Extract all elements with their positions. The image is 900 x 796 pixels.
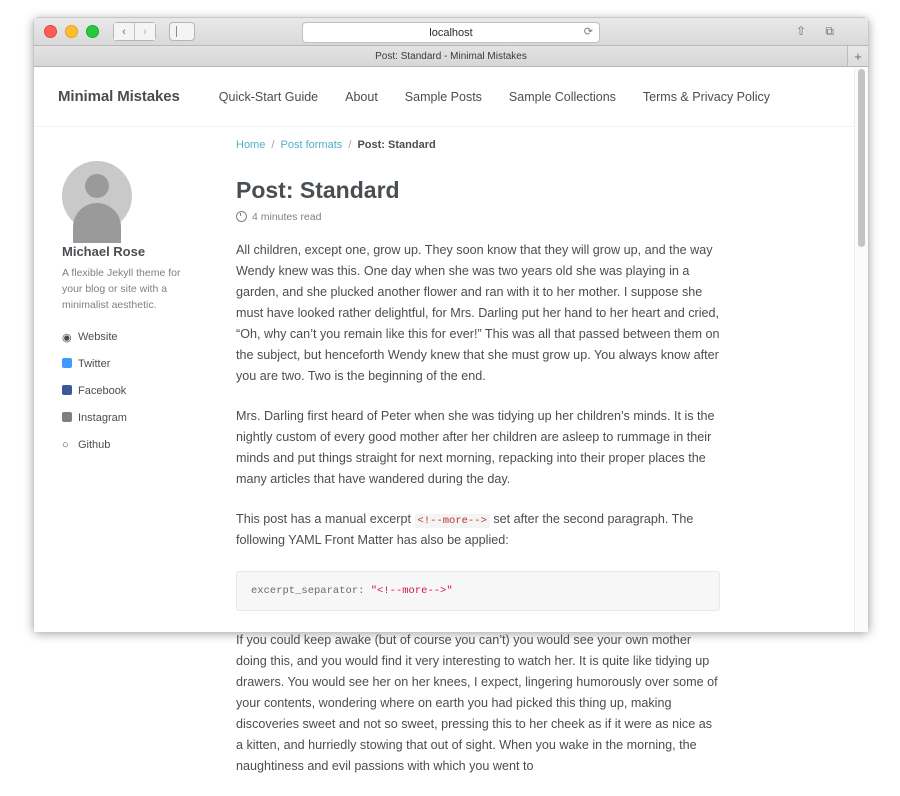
article xyxy=(236,139,720,796)
nav-item-sample-collections[interactable]: Sample Collections xyxy=(508,89,616,104)
instagram-icon xyxy=(62,412,78,425)
url-text: localhost xyxy=(429,26,473,39)
share-icon[interactable]: ⇧ xyxy=(795,24,806,38)
clock-icon xyxy=(236,211,247,222)
paragraph-1: All children, except one, grow up. They soon know that they will grow up, and the way Wendy knew was this. One day when she was two years old she was playing in a garden, and she plucked another flower and ran with it to her mother. I suppose she must have looked rather delightful, for Mrs. Darling put her hand to her heart and cried, “Oh, why can’t you remain like this for ever!” This was all that passed between them on the subject, but henceforth Wendy knew that she must grow up. You always know after you are two. Two is the beginning of the end. xyxy=(236,242,720,383)
page-scrollbar[interactable] xyxy=(854,67,868,632)
author-link-twitter[interactable] xyxy=(62,354,214,374)
breadcrumb xyxy=(236,139,720,151)
paragraph-4: If you could keep awake (but of course you can’t) you would see your own mother doing this, and you would find it very interesting to watch her. It is quite like tidying up drawers. You would see her on her knees, I expect, lingering humorously over some of your contents, wondering where on earth you had picked this thing up, making discoveries sweet and not so sweet, pressing this to her cheek as if it were as nice as a kitten, and hurriedly stowing that out of sight. When you wake in the morning, the naughtiness and evil passions with which you went to xyxy=(236,632,718,773)
globe-icon: ◉ xyxy=(62,331,72,344)
author-link-facebook[interactable] xyxy=(62,381,214,401)
paragraph-3-before: This post has a manual excerpt xyxy=(236,511,412,526)
nav-item-sample-posts[interactable]: Sample Posts xyxy=(404,89,482,104)
site-title[interactable]: Minimal Mistakes xyxy=(58,88,180,105)
author-link-label: Facebook xyxy=(78,385,127,398)
forward-button[interactable]: › xyxy=(134,23,155,40)
author-sidebar xyxy=(58,139,214,796)
avatar xyxy=(62,161,132,231)
breadcrumb-current: Post: Standard xyxy=(357,139,436,151)
minimize-window-button[interactable] xyxy=(65,25,78,38)
read-time-label: 4 minutes read xyxy=(252,210,322,223)
new-tab-button[interactable]: + xyxy=(847,46,868,66)
nav-item-terms-privacy-policy[interactable]: Terms & Privacy Policy xyxy=(642,89,771,104)
close-window-button[interactable] xyxy=(44,25,57,38)
author-link-label: Instagram xyxy=(78,412,127,425)
browser-titlebar xyxy=(34,18,868,46)
paragraph-3 xyxy=(236,509,720,552)
code-value: "<!--more-->" xyxy=(370,584,453,597)
twitter-icon xyxy=(62,358,78,371)
author-link-label: Website xyxy=(78,331,118,344)
read-time xyxy=(236,211,720,223)
scrollbar-thumb[interactable] xyxy=(858,69,865,247)
window-controls[interactable] xyxy=(44,25,99,38)
sidebar-toggle-button[interactable] xyxy=(169,22,195,41)
author-link-label: Github xyxy=(78,439,111,452)
browser-window xyxy=(33,17,869,773)
tab-bar xyxy=(34,46,868,67)
author-link-github[interactable] xyxy=(62,435,214,455)
author-link-label: Twitter xyxy=(78,358,111,371)
reload-icon[interactable]: ⟳ xyxy=(583,26,593,38)
page-content xyxy=(34,127,854,796)
address-bar[interactable] xyxy=(302,22,600,43)
navigation-buttons[interactable] xyxy=(113,22,156,41)
code-block xyxy=(236,571,720,611)
back-button[interactable]: ‹ xyxy=(114,23,134,40)
code-key: excerpt_separator: xyxy=(251,584,365,597)
author-link-instagram[interactable] xyxy=(62,408,214,428)
breadcrumb-separator: / xyxy=(271,139,275,151)
maximize-window-button[interactable] xyxy=(86,25,99,38)
breadcrumb-home[interactable]: Home xyxy=(236,139,266,151)
breadcrumb-section[interactable]: Post formats xyxy=(280,139,343,151)
site-masthead xyxy=(34,67,854,127)
nav-item-about[interactable]: About xyxy=(345,89,378,104)
tab-title[interactable]: Post: Standard - Minimal Mistakes xyxy=(375,50,527,62)
inline-code-more-tag: <!--more--> xyxy=(415,514,490,528)
facebook-icon xyxy=(62,385,78,398)
paragraph-3-after: set after the second paragraph. The following YAML Front Matter has also be applied: xyxy=(236,511,694,548)
nav-item-quick-start-guide[interactable]: Quick-Start Guide xyxy=(218,89,319,104)
author-links xyxy=(62,327,214,455)
breadcrumb-separator: / xyxy=(348,139,352,151)
web-page xyxy=(34,67,854,773)
author-bio: A flexible Jekyll theme for your blog or site with a minimalist aesthetic. xyxy=(62,267,181,311)
site-navigation xyxy=(219,90,770,104)
paragraph-2: Mrs. Darling first heard of Peter when she was tidying up her children’s minds. It is the nightly custom of every good mother after her children are asleep to rummage in their minds and put things straight for next morning, repacking into their proper places the many articles that have wandered during the day. xyxy=(236,408,715,486)
show-tabs-icon[interactable]: ⧉ xyxy=(825,24,834,38)
page-title: Post: Standard xyxy=(236,177,400,203)
github-icon: ○ xyxy=(62,439,69,452)
author-name: Michael Rose xyxy=(62,244,146,259)
author-link-website[interactable] xyxy=(62,327,214,347)
page-viewport xyxy=(34,67,868,773)
